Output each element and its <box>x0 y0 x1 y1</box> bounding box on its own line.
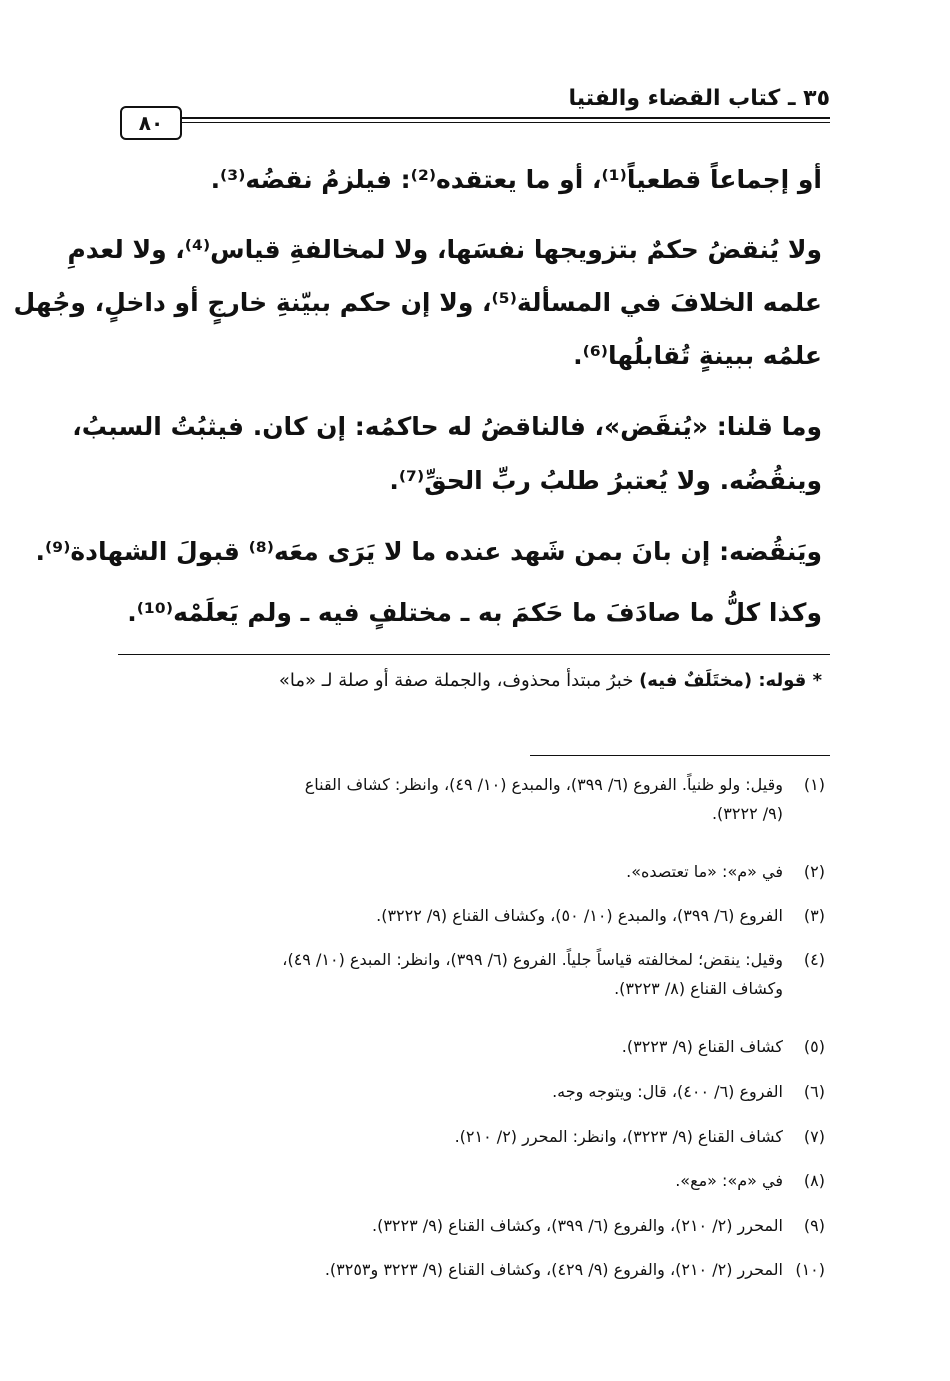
page-number: ٨٠ <box>120 106 182 140</box>
footnote-number: (٩) <box>803 1216 825 1235</box>
main-text-line: أو إجماعاً قطعياً⁽¹⁾، أو ما يعتقده⁽²⁾: فيلزمُ نقضُه⁽³⁾. <box>210 165 822 194</box>
footnote-number: (٨) <box>803 1171 825 1190</box>
footnote-number: (٢) <box>803 862 825 881</box>
footnote <box>115 1216 825 1235</box>
footnote-separator <box>530 755 830 756</box>
commentary-note <box>122 670 822 691</box>
header-rule-thin <box>182 122 830 123</box>
footnote-number: (٦) <box>803 1082 825 1101</box>
commentary-text: خبرُ مبتدأ محذوف، والجملة صفة أو صلة لـ «ما» <box>278 670 640 691</box>
running-header-title: ٣٥ ـ كتاب القضاء والفتيا <box>568 86 830 111</box>
footnote-text: وكشاف القناع (٨/ ٣٢٢٣). <box>614 979 783 998</box>
footnote-text: (٩/ ٣٢٢٢). <box>711 804 783 823</box>
footnote-number: (١٠) <box>795 1260 825 1279</box>
footnote-number: (١) <box>803 775 825 794</box>
footnote <box>115 950 825 998</box>
footnote <box>115 775 825 823</box>
footnote-text: الفروع (٦/ ٤٠٠)، قال: ويتوجه وجه. <box>552 1082 783 1101</box>
commentary-separator <box>118 654 830 655</box>
footnote-text: كشاف القناع (٩/ ٣٢٢٣)، وانظر: المحرر (٢/ ٢١٠). <box>454 1127 783 1146</box>
footnote <box>115 906 825 925</box>
footnote-text: في «م»: «مع». <box>675 1171 783 1190</box>
footnote-text: في «م»: «ما تعتصده». <box>626 862 783 881</box>
footnote-text: وقيل: ولو ظنياً. الفروع (٦/ ٣٩٩)، والمبدع (١٠/ ٤٩)، وانظر: كشاف القناع <box>304 775 783 794</box>
main-text-line: وكذا كلُّ ما صادَفَ ما حَكمَ به ـ مختلفٍ فيه ـ ولم يَعلَمْه⁽¹⁰⁾. <box>127 598 822 627</box>
footnote <box>115 1082 825 1101</box>
footnote-number: (٣) <box>803 906 825 925</box>
header-rule <box>182 117 830 119</box>
main-text-line: علمه الخلافَ في المسألة⁽⁵⁾، ولا إن حكم ببيّنةِ خارجٍ أو داخلٍ، وجُهل <box>13 288 822 317</box>
footnote <box>115 1260 825 1279</box>
footnote-number: (٤) <box>803 950 825 969</box>
footnote-text: كشاف القناع (٩/ ٣٢٢٣). <box>621 1037 783 1056</box>
footnote-text: الفروع (٦/ ٣٩٩)، والمبدع (١٠/ ٥٠)، وكشاف القناع (٩/ ٣٢٢٢). <box>376 906 783 925</box>
main-text-line: علمُه ببينةٍ تُقابلُها⁽⁶⁾. <box>573 341 822 370</box>
main-text-line: ولا يُنقضُ حكمٌ بتزويجها نفسَها، ولا لمخالفةِ قياس⁽⁴⁾، ولا لعدمِ <box>67 235 822 264</box>
footnote-text: المحرر (٢/ ٢١٠)، والفروع (٦/ ٣٩٩)، وكشاف القناع (٩/ ٣٢٢٣). <box>372 1216 783 1235</box>
main-text-line: وما قلنا: «يُنقَض»، فالناقضُ له حاكمُه: إن كان. فيثبُتُ السببُ، <box>72 412 822 441</box>
footnote <box>115 862 825 881</box>
footnote-text: المحرر (٢/ ٢١٠)، والفروع (٩/ ٤٢٩)، وكشاف القناع (٩/ ٣٢٢٣ و٣٢٥٣). <box>324 1260 783 1279</box>
footnote-number: (٧) <box>803 1127 825 1146</box>
main-text-line: وينقُضُه. ولا يُعتبرُ طلبُ ربِّ الحقِّ⁽⁷⁾. <box>389 466 822 495</box>
footnote <box>115 1037 825 1056</box>
footnote <box>115 1171 825 1190</box>
footnote-text: وقيل: ينقض؛ لمخالفته قياساً جلياً. الفروع (٦/ ٣٩٩)، وانظر: المبدع (١٠/ ٤٩)، <box>282 950 783 969</box>
main-text-line: ويَنقُضه: إن بانَ بمن شَهد عنده ما لا يَرَى معَه⁽⁸⁾ قبولَ الشهادة⁽⁹⁾. <box>35 537 822 566</box>
commentary-lead: * قوله: (مختَلَفٌ فيه) <box>639 670 822 691</box>
footnote <box>115 1127 825 1146</box>
footnote-number: (٥) <box>803 1037 825 1056</box>
